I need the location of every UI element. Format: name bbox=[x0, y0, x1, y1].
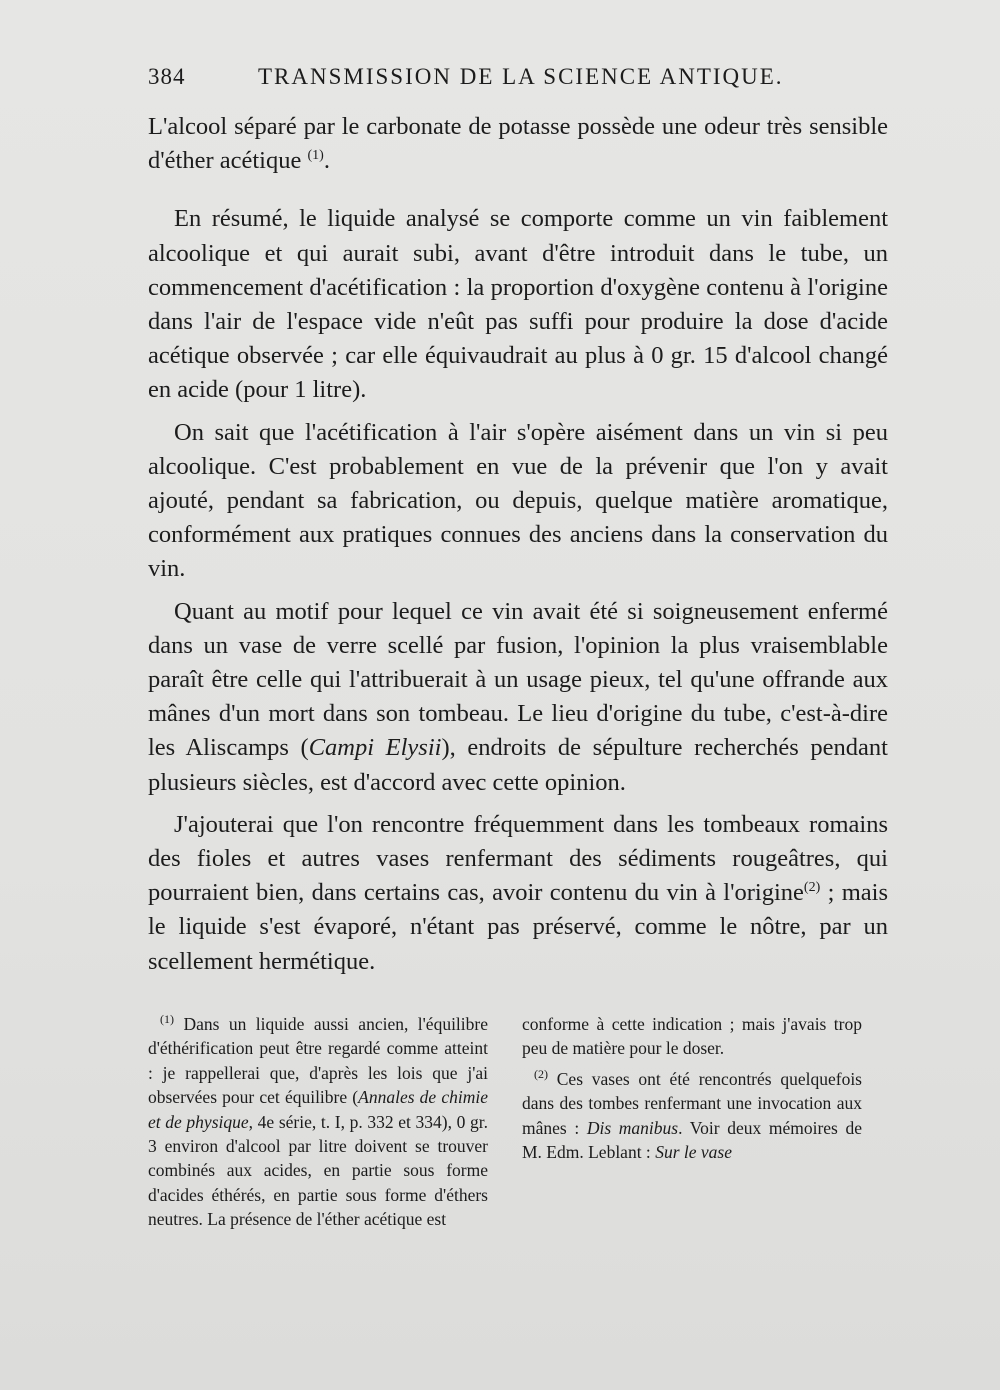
paragraph-1 bbox=[148, 110, 888, 178]
paragraph-3: On sait que l'acétification à l'air s'opère aisément dans un vin si peu alcoolique. C'est probablement en vue de la prévenir que l'on y avait ajouté, pendant sa fabrication, ou depuis, quelque matière aromatique, conformément aux pratiques connues des anciens dans la conservation du vin. bbox=[148, 418, 888, 583]
paragraph-2: En résumé, le liquide analysé se comporte comme un vin faiblement alcoolique et qui aurait subi, avant d'être introduit dans le tube, un commencement d'acétification : la proportion d'oxygène contenu à l'origine dans l'air de l'espace vide n'eût pas suffi pour produire la dose d'acide acétique observée ; car elle équivaudrait au plus à 0 gr. 15 d'alcool changé en acide (pour 1 litre). bbox=[148, 205, 888, 404]
footnote-1-marker: (1) bbox=[160, 1012, 174, 1027]
footnote-2-text-b: . Voir deux mémoires de M. Edm. Leblant : bbox=[522, 1117, 862, 1163]
footnote-ref-1: (1) bbox=[307, 148, 324, 164]
footnote-2-italic-2: Sur le vase bbox=[655, 1142, 732, 1163]
running-head bbox=[148, 64, 888, 104]
main-text bbox=[148, 110, 888, 979]
paragraph-1-end: . bbox=[323, 147, 330, 175]
footnote-2-marker: (2) bbox=[534, 1066, 548, 1081]
paragraph-4-italic: Campi Elysii bbox=[308, 734, 442, 762]
footnote-2 bbox=[522, 1067, 862, 1165]
footnote-1-italic: Annales de chimie et de physique bbox=[148, 1087, 488, 1132]
footnote-1-text-b: , 4e série, t. I, p. 332 et 334), 0 gr. 3 environ d'alcool par litre doivent se trouver combinés aux acides, en partie sous forme d'acides éthérés, en partie sous forme d'éthers neutres. La présence de l'éther acétique est bbox=[148, 1111, 488, 1230]
running-title: TRANSMISSION DE LA SCIENCE ANTIQUE. bbox=[258, 64, 784, 89]
footnote-1-text-a: Dans un liquide aussi ancien, l'équilibre d'éthérification peut être regardé comme atteint : je rappellerai que, d'après les lois que j'ai observées pour cet équilibre ( bbox=[148, 1014, 488, 1108]
footnote-column-left bbox=[148, 1012, 488, 1232]
footnote-ref-2: (2) bbox=[803, 880, 821, 896]
paragraph-5-text-a: J'ajouterai que l'on rencontre fréquemment dans les tombeaux romains des fioles et autres vases renfermant des sédiments rougeâtres, qui pourraient bien, dans certains cas, avoir contenu du vin à l'origine bbox=[148, 810, 888, 907]
footnote-column-right bbox=[522, 1012, 862, 1164]
page-number: 384 bbox=[148, 64, 186, 89]
paragraph-1-text: L'alcool séparé par le carbonate de potasse possède une odeur très sensible d'éther acétique bbox=[148, 113, 888, 175]
paragraph-5-text-b: ; mais le liquide s'est évaporé, n'étant pas préservé, comme le nôtre, par un scellement hermétique. bbox=[148, 879, 888, 975]
footnote-2-text-a: Ces vases ont été rencontrés quelquefois dans des tombes renfermant une invocation aux mânes : bbox=[522, 1068, 862, 1138]
paragraph-4-text-a: Quant au motif pour lequel ce vin avait été si soigneusement enfermé dans un vase de verre scellé par fusion, l'opinion la plus vraisemblable paraît être celle qui l'attribuerait à un usage pieux, tel qu'une offrande aux mânes d'un mort dans son tombeau. Le lieu d'origine du tube, c'est-à-dire les Aliscamps ( bbox=[148, 597, 888, 762]
footnote-1-continuation: conforme à cette indication ; mais j'avais trop peu de matière pour le doser. bbox=[522, 1014, 862, 1059]
footnotes bbox=[148, 1012, 888, 1242]
footnote-1 bbox=[148, 1012, 488, 1232]
paragraph-4-text-b: ), endroits de sépulture recherchés pendant plusieurs siècles, est d'accord avec cette opinion. bbox=[148, 734, 888, 796]
paragraph-4 bbox=[148, 595, 888, 800]
footnote-2-italic-1: Dis manibus bbox=[586, 1117, 679, 1138]
paragraph-5 bbox=[148, 808, 888, 979]
